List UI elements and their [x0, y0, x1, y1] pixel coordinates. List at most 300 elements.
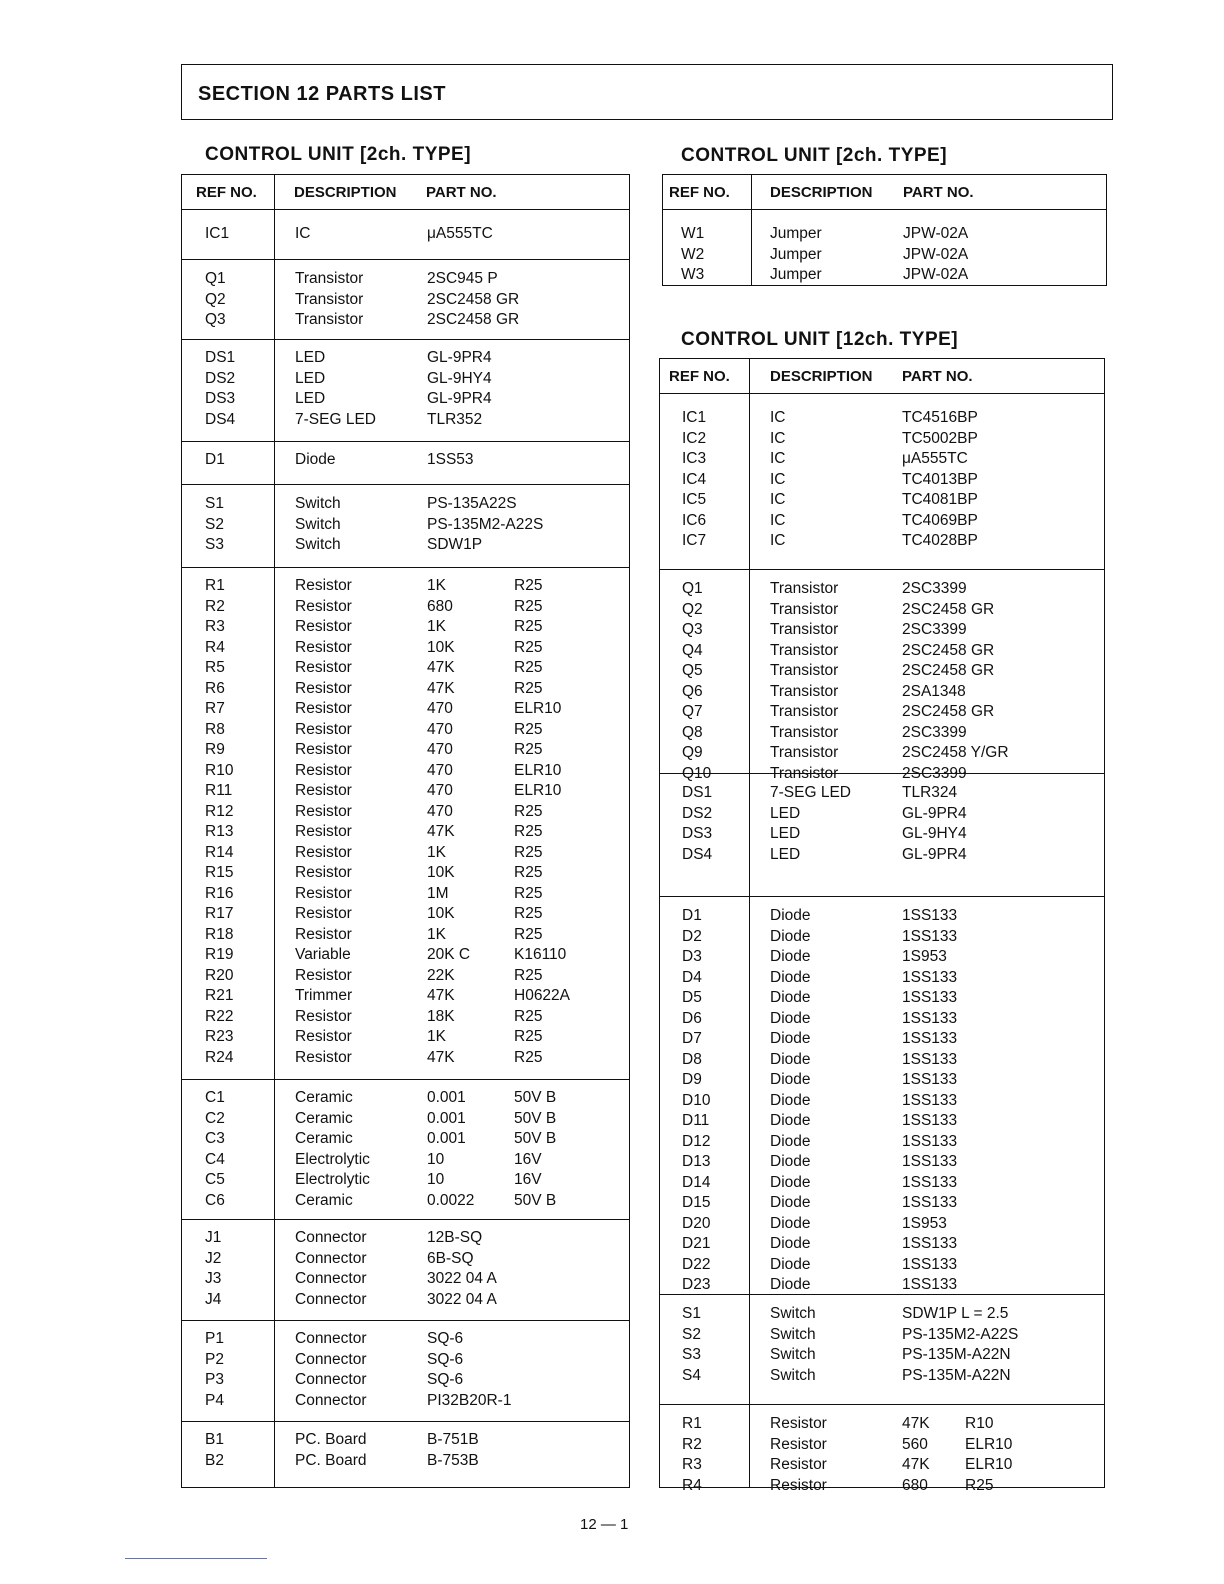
page-number: 12 — 1	[580, 1516, 629, 1533]
part-no: 47K	[902, 1456, 930, 1473]
description: Resistor	[295, 864, 352, 881]
description: Ceramic	[295, 1191, 353, 1209]
ref-no: R1	[205, 577, 225, 594]
ref-no: R3	[682, 1456, 702, 1473]
part-no: 1SS133	[902, 1071, 958, 1088]
parts-row	[182, 822, 629, 843]
description: Resistor	[295, 700, 352, 717]
part-no: 2SC2458 GR	[902, 703, 995, 720]
table-header-part-no: PART NO.	[903, 184, 974, 201]
rating: 16V	[514, 1171, 542, 1188]
part-no: 3022 04 A	[427, 1290, 497, 1308]
parts-group	[182, 339, 629, 430]
ref-no: P3	[205, 1371, 224, 1388]
parts-row	[660, 408, 1104, 429]
description: LED	[770, 845, 801, 863]
parts-row	[660, 579, 1104, 600]
ref-no: J3	[205, 1270, 222, 1287]
description: Electrolytic	[295, 1171, 370, 1188]
parts-row	[182, 1191, 629, 1212]
part-no: 47K	[427, 823, 455, 840]
ref-no: Q7	[682, 703, 703, 720]
parts-row	[182, 410, 629, 431]
parts-group	[660, 773, 1104, 865]
description: 7-SEG LED	[770, 784, 851, 801]
part-no: 47K	[902, 1415, 930, 1432]
parts-group	[660, 1294, 1104, 1386]
ref-no: IC1	[682, 409, 707, 426]
ref-no: D15	[682, 1194, 711, 1211]
parts-row	[182, 348, 629, 369]
table-header-description: DESCRIPTION	[770, 368, 873, 385]
part-no: 2SC3399	[902, 764, 967, 782]
ref-no: IC1	[205, 225, 230, 242]
ref-no: D7	[682, 1030, 702, 1047]
part-no: 1K	[427, 618, 446, 635]
parts-row	[660, 1214, 1104, 1235]
ref-no: D9	[682, 1071, 702, 1088]
parts-row	[660, 947, 1104, 968]
ref-no: R16	[205, 884, 234, 902]
rating: 50V B	[514, 1191, 557, 1209]
part-no: 20K C	[427, 946, 471, 963]
table-header	[663, 175, 1106, 210]
description: Ceramic	[295, 1130, 353, 1147]
ref-no: C5	[205, 1171, 225, 1188]
description: Diode	[770, 1153, 811, 1170]
description: Resistor	[295, 679, 352, 697]
part-no: 0.001	[427, 1089, 466, 1106]
ref-no: W3	[681, 266, 705, 283]
ref-no: R4	[682, 1476, 702, 1494]
part-no: 1SS133	[902, 1112, 958, 1129]
part-no: 1SS133	[902, 927, 958, 945]
description: Resistor	[295, 638, 352, 656]
part-no: 47K	[427, 1048, 455, 1066]
parts-row	[182, 1370, 629, 1391]
parts-row	[660, 906, 1104, 927]
ref-no: IC6	[682, 511, 707, 529]
description: Diode	[770, 1050, 811, 1068]
part-no: 2SC3399	[902, 723, 967, 741]
rating: 50V B	[514, 1109, 557, 1127]
ref-no: R21	[205, 987, 234, 1004]
parts-row	[182, 945, 629, 966]
part-no: 47K	[427, 659, 455, 676]
parts-row	[660, 620, 1104, 641]
part-no: SQ-6	[427, 1350, 464, 1368]
description: IC	[770, 532, 786, 549]
description: Diode	[770, 907, 811, 924]
parts-row	[182, 1129, 629, 1150]
rating: R25	[514, 1048, 543, 1066]
ref-no: S2	[205, 515, 224, 533]
parts-row	[182, 369, 629, 390]
part-no: 470	[427, 802, 453, 820]
rating: ELR10	[965, 1456, 1013, 1473]
part-no: TLR324	[902, 784, 958, 801]
ref-no: IC4	[682, 470, 707, 488]
rating: R25	[514, 741, 543, 758]
table-header	[660, 359, 1104, 394]
description: Connector	[295, 1249, 367, 1267]
rating: R25	[514, 1028, 543, 1045]
part-no: 1K	[427, 1028, 446, 1045]
ref-no: C6	[205, 1191, 225, 1209]
part-no: TC4013BP	[902, 470, 978, 488]
part-no: TC4069BP	[902, 511, 978, 529]
rating: R10	[965, 1415, 994, 1432]
part-no: 1SS53	[427, 451, 474, 468]
description: Transistor	[770, 641, 839, 659]
part-no: 1SS133	[902, 907, 958, 924]
description: Diode	[770, 1255, 811, 1273]
ref-no: D1	[205, 451, 225, 468]
ref-no: Q3	[205, 311, 226, 328]
rating: ELR10	[965, 1435, 1013, 1453]
parts-row	[182, 761, 629, 782]
parts-row	[182, 1109, 629, 1130]
description: LED	[295, 390, 326, 407]
ref-no: R3	[205, 618, 225, 635]
description: Resistor	[295, 741, 352, 758]
description: Transistor	[770, 682, 839, 700]
ref-no: IC2	[682, 429, 707, 447]
parts-row	[182, 802, 629, 823]
ref-no: Q6	[682, 682, 703, 700]
ref-no: P2	[205, 1350, 224, 1368]
part-no: TC4028BP	[902, 532, 978, 549]
section-title-box	[181, 64, 1113, 120]
description: Resistor	[295, 761, 352, 779]
rating: R25	[514, 823, 543, 840]
parts-group	[182, 259, 629, 331]
description: Resistor	[295, 659, 352, 676]
rating: R25	[514, 966, 543, 984]
ref-no: D3	[682, 948, 702, 965]
parts-group	[182, 218, 629, 245]
part-no: 470	[427, 782, 453, 799]
part-no: 10K	[427, 638, 455, 656]
parts-group	[182, 1421, 629, 1471]
part-no: 1SS133	[902, 1091, 958, 1109]
description: Resistor	[770, 1476, 827, 1494]
ref-no: S1	[682, 1305, 701, 1322]
ref-no: DS2	[682, 804, 713, 822]
part-no: SDW1P L = 2.5	[902, 1305, 1009, 1322]
parts-row	[182, 515, 629, 536]
description: Resistor	[295, 720, 352, 738]
description: IC	[770, 470, 786, 488]
part-no: 470	[427, 741, 453, 758]
description: Resistor	[295, 577, 352, 594]
parts-row	[660, 1050, 1104, 1071]
rating: R25	[514, 720, 543, 738]
description: Transistor	[295, 290, 364, 308]
parts-row	[660, 927, 1104, 948]
parts-row	[660, 511, 1104, 532]
parts-row	[660, 470, 1104, 491]
part-no: GL-9PR4	[902, 845, 967, 863]
part-no: 1SS133	[902, 1173, 958, 1191]
rating: R25	[514, 864, 543, 881]
ref-no: R11	[205, 782, 233, 799]
part-no: GL-9HY4	[902, 825, 967, 842]
description: Jumper	[770, 245, 822, 263]
table-header-description: DESCRIPTION	[294, 184, 397, 201]
description: Resistor	[295, 597, 352, 615]
rating: R25	[965, 1476, 994, 1494]
description: Variable	[295, 946, 351, 963]
parts-row	[660, 723, 1104, 744]
description: Transistor	[770, 744, 839, 761]
parts-row	[182, 1290, 629, 1311]
rating: R25	[514, 597, 543, 615]
description: Resistor	[295, 1007, 352, 1025]
ref-no: C3	[205, 1130, 225, 1147]
table-header-ref-no: REF NO.	[669, 184, 730, 201]
part-no: GL-9PR4	[902, 804, 967, 822]
description: Electrolytic	[295, 1150, 370, 1168]
description: Resistor	[295, 905, 352, 922]
part-no: μA555TC	[427, 225, 493, 242]
ref-no: R2	[205, 597, 225, 615]
part-no: JPW-02A	[903, 245, 969, 263]
description: Diode	[295, 451, 336, 468]
parts-row	[182, 1269, 629, 1290]
part-no: 1SS133	[902, 1050, 958, 1068]
part-no: 1SS133	[902, 1276, 958, 1293]
part-no: GL-9HY4	[427, 369, 492, 387]
description: Diode	[770, 1091, 811, 1109]
description: Transistor	[770, 723, 839, 741]
part-no: 10K	[427, 905, 455, 922]
parts-row	[182, 1451, 629, 1472]
section-title: SECTION 12 PARTS LIST	[198, 83, 446, 105]
part-no: 1SS133	[902, 1235, 958, 1252]
part-no: 1K	[427, 925, 446, 943]
description: Diode	[770, 1030, 811, 1047]
description: Resistor	[770, 1415, 827, 1432]
ref-no: R12	[205, 802, 234, 820]
ref-no: DS3	[205, 390, 236, 407]
right-bottom-table-heading: CONTROL UNIT [12ch. TYPE]	[681, 329, 959, 350]
description: Switch	[295, 536, 341, 553]
parts-group	[182, 1219, 629, 1310]
description: Jumper	[770, 225, 822, 242]
part-no: TC4516BP	[902, 409, 978, 426]
part-no: 560	[902, 1435, 928, 1453]
parts-group	[660, 569, 1104, 784]
parts-row	[182, 290, 629, 311]
ref-no: DS4	[205, 410, 236, 428]
parts-row	[182, 310, 629, 331]
ref-no: Q3	[682, 621, 703, 638]
description: Resistor	[295, 884, 352, 902]
ref-no: B1	[205, 1431, 224, 1448]
parts-row	[182, 269, 629, 290]
parts-row	[182, 535, 629, 556]
parts-row	[182, 1150, 629, 1171]
description: IC	[295, 225, 311, 242]
parts-row	[182, 720, 629, 741]
parts-row	[660, 702, 1104, 723]
ref-no: R19	[205, 946, 234, 963]
description: Resistor	[295, 782, 352, 799]
parts-group	[182, 567, 629, 1068]
ref-no: W1	[681, 225, 705, 242]
ref-no: J1	[205, 1229, 222, 1246]
part-no: JPW-02A	[903, 266, 969, 283]
parts-row	[182, 781, 629, 802]
ref-no: B2	[205, 1451, 224, 1469]
description: Diode	[770, 948, 811, 965]
part-no: SQ-6	[427, 1371, 464, 1388]
description: Diode	[770, 1009, 811, 1027]
rating: R25	[514, 884, 543, 902]
part-no: 1SS133	[902, 1132, 958, 1150]
ref-no: D13	[682, 1153, 711, 1170]
right-bottom-parts-table	[659, 358, 1105, 1494]
description: LED	[770, 825, 801, 842]
description: Trimmer	[295, 987, 353, 1004]
parts-row	[660, 1029, 1104, 1050]
parts-row	[182, 863, 629, 884]
parts-row	[660, 1366, 1104, 1387]
description: IC	[770, 450, 786, 467]
description: Transistor	[770, 580, 839, 597]
description: Ceramic	[295, 1109, 353, 1127]
parts-row	[660, 824, 1104, 845]
part-no: PS-135M-A22N	[902, 1366, 1011, 1384]
ref-no: Q5	[682, 662, 703, 679]
right-top-parts-table	[662, 174, 1107, 286]
parts-row	[660, 1345, 1104, 1366]
part-no: 22K	[427, 966, 455, 984]
parts-row	[660, 743, 1104, 764]
part-no: 2SC2458 GR	[902, 641, 995, 659]
parts-row	[660, 1414, 1104, 1435]
ref-no: Q4	[682, 641, 703, 659]
part-no: 10K	[427, 864, 455, 881]
part-no: 1S953	[902, 948, 947, 965]
description: Resistor	[770, 1435, 827, 1453]
parts-row	[663, 224, 1106, 245]
description: Transistor	[770, 621, 839, 638]
description: Connector	[295, 1270, 367, 1287]
parts-row	[660, 1111, 1104, 1132]
parts-group	[182, 1320, 629, 1411]
parts-row	[660, 490, 1104, 511]
ref-no: Q9	[682, 744, 703, 761]
description: Diode	[770, 927, 811, 945]
parts-row	[660, 804, 1104, 825]
part-no: 1K	[427, 577, 446, 594]
parts-row	[660, 1304, 1104, 1325]
description: Transistor	[770, 662, 839, 679]
rating: R25	[514, 577, 543, 594]
part-no: 2SC2458 GR	[427, 311, 520, 328]
parts-group	[660, 1404, 1104, 1496]
ref-no: R13	[205, 823, 234, 840]
part-no: 2SC2458 GR	[427, 290, 520, 308]
parts-row	[660, 661, 1104, 682]
ref-no: Q10	[682, 764, 712, 782]
parts-row	[182, 1170, 629, 1191]
rating: ELR10	[514, 761, 562, 779]
ref-no: R24	[205, 1048, 234, 1066]
part-no: 0.0022	[427, 1191, 475, 1209]
parts-row	[182, 1048, 629, 1069]
description: Switch	[295, 495, 341, 512]
description: LED	[770, 804, 801, 822]
part-no: TLR352	[427, 410, 483, 428]
description: Diode	[770, 989, 811, 1006]
part-no: 1K	[427, 843, 446, 861]
table-header-part-no: PART NO.	[902, 368, 973, 385]
ref-no: D23	[682, 1276, 711, 1293]
parts-row	[182, 638, 629, 659]
description: Diode	[770, 1132, 811, 1150]
parts-row	[660, 1255, 1104, 1276]
ref-no: D1	[682, 907, 702, 924]
part-no: GL-9PR4	[427, 349, 492, 366]
ref-no: D20	[682, 1214, 711, 1232]
part-no: 18K	[427, 1007, 455, 1025]
parts-row	[182, 986, 629, 1007]
part-no: 680	[902, 1476, 928, 1494]
part-no: GL-9PR4	[427, 390, 492, 407]
description: Connector	[295, 1229, 367, 1246]
footer-line	[125, 1558, 267, 1559]
parts-row	[182, 904, 629, 925]
ref-no: R14	[205, 843, 234, 861]
description: Transistor	[770, 764, 839, 782]
rating: R25	[514, 679, 543, 697]
ref-no: DS3	[682, 825, 713, 842]
part-no: 10	[427, 1171, 445, 1188]
parts-row	[182, 494, 629, 515]
parts-row	[660, 1152, 1104, 1173]
description: Resistor	[295, 925, 352, 943]
rating: K16110	[514, 946, 567, 963]
table-header-description: DESCRIPTION	[770, 184, 873, 201]
ref-no: R20	[205, 966, 234, 984]
description: Resistor	[295, 1028, 352, 1045]
ref-no: D14	[682, 1173, 711, 1191]
description: Resistor	[295, 823, 352, 840]
part-no: 1SS133	[902, 1009, 958, 1027]
part-no: B-751B	[427, 1431, 479, 1448]
part-no: 47K	[427, 679, 455, 697]
parts-row	[660, 968, 1104, 989]
part-no: 1SS133	[902, 1030, 958, 1047]
part-no: 3022 04 A	[427, 1270, 497, 1287]
part-no: 2SA1348	[902, 682, 966, 700]
ref-no: R18	[205, 925, 234, 943]
rating: H0622A	[514, 987, 571, 1004]
parts-row	[660, 783, 1104, 804]
description: Connector	[295, 1290, 367, 1308]
part-no: JPW-02A	[903, 225, 969, 242]
ref-no: R23	[205, 1028, 234, 1045]
parts-row	[182, 389, 629, 410]
ref-no: R2	[682, 1435, 702, 1453]
parts-group	[182, 1079, 629, 1211]
ref-no: P4	[205, 1391, 224, 1409]
parts-row	[182, 450, 629, 471]
part-no: 1SS133	[902, 968, 958, 986]
